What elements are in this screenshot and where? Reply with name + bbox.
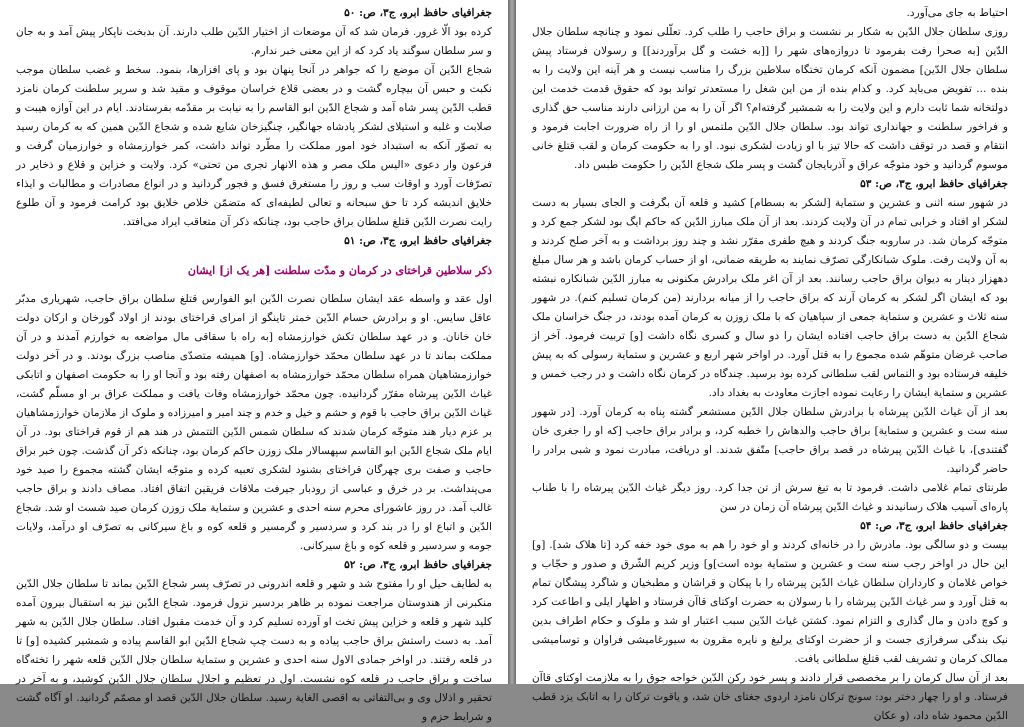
section-heading: ذکر سلاطین قراختای در کرمان و مدّت سلطنت [هر یک از] ایشان (187, 264, 492, 277)
right-page (516, 0, 1024, 722)
paragraph: اول عقد و واسطه عقد ایشان سلطان نصرت الدّین ابو الفوارس قتلغ سلطان براق حاجب، شهریاری مدبّر عاقل سایس. او و برادرش حسام الدّین خمتر تاینگو از امرای قراختای بودند از اولاد گورخان و ارکان دولت خان خانان. و در عهد سلطان تکش خوارزمشاه [به راه با سقاقی مال مواضعه به خوارزم آمدند و در آن مملکت بماند تا در عهد سلطان محمّد خوارزمشاه. [و] همیشه متصدّی مناصب بزرگ بودند. و در آخر دولت خوارزمشاهیان همراه سلطان محمّد خوارزمشاه به اصفهان رفته بود و آنجا او را به حکومت اصفهان و اتابکی غیاث الدّین پیرشاه مقرّر گردانیده. چون محمّد خوارزمشاه وفات یافت و مملکت عراق بر او مسلّم گشت، غیاث الدّین براق حاجب با قوم و حشم و خیل و خدم و چند امیر و امیرزاده و ملوک از ملازمان خوارزمشاهیان بر عزم دیار هند متوجّه کرمان شدند که سلطان شمس الدّین التتمش در هند هم از قوم قراختای بود. در آن ایام ملک شجاع الدّین ابو القاسم سپهسالار ملک زوزن حاکم کرمان بود، چنانکه ذکر آن گذشت. چون خبر براق حاجب و صفت بری چهرگان قراختای بشنود لشکری تعبیه کرده و متوجّه ایشان گشته مجموع را صید خود می‌پنداشت. بر در خرق و عباسی از رودبار جیرفت ملاقات فریقین اتفاق افتاد. مصاف دادند و براق حاجب غالب آمد. در روز عاشورای محرم سنه احدی و عشرین و ستمایة ملک زوزن کرمان صید شست او شد. شجاع الدّین و اتباع او را در بند کرد و سردسیر و گرمسیر و قلعه کوه و باغ سیرکانی به تصرّف او درآمد، ولایات جومه و سردسیر و قلعه کوه و باغ سیرکانی. (16, 293, 492, 552)
page-source-line: جغرافیای حافظ ابرو، ج۳، ص: ۵۲ (344, 559, 492, 571)
paragraph: بیست و دو سالگی بود. مادرش را در خانه‌ای کردند و او خود را هم به موی خود خفه کرد [تا هلاک شد]. [و] این حال در اواخر رجب سنه ست و عشرین و ستمایة بوده است]و] وزیر کریم الشّرق و صدور و حجّاب و خواص غلامان و کارداران سلطان غیاث الدّین پیرشاه را با پیکان و قراشان و مطبخیان و شاگرد پیشگان تمام به قتل آورد و سر غیاث الدّین پیرشاه را با رسولان به حضرت اوکتای قاآن فرستاد و اظهار ایلی و اطاعت کرد و کوچ دادن و مال گذاری و التزام نمود. کشتن غیاث الدّین سبب اعتبار او شد و ملوک و حکام اطراف بدین نیک بندگی سرفرازی جست و از حضرت اوکتای یرلیغ و نایره مقرون به سیورغامیشی فراوان و توسامیشی ممالک کرمان و تشریف لقب قتلغ سلطانی یافت. (532, 539, 1008, 665)
right-page-text (532, 4, 1008, 726)
page-source-line: جغرافیای حافظ ابرو، ج۳، ص: ۵۳ (860, 178, 1008, 190)
page-source-line: جغرافیای حافظ ابرو، ج۳، ص: ۵۰ (344, 7, 492, 19)
paragraph: روزی سلطان جلال الدّین به شکار بر نشست و براق حاجب را طلب کرد. تعلّلی نمود و چنانچه سلطان جلال الدّین [به صحرا رفت بفرمود تا دروازه‌های شهر را [[به خشت و گل برآوردند]] و رسولان فرستاد پیش سلطان جلال الدّین] مضمون آنکه کرمان تختگاه سلاطین بزرگ را مناسب نیست و هر آینه این ولایت را به بنده ... تفویض می‌باید کرد. و کدام بنده از من این شغل را مستعدتر تواند بود که حقوق قدمت خدمت این دولتخانه شما ثابت دارم و این ولایت را به شمشیر گرفته‌ام؟ اگر آن را به من ارزانی دارند مناسب حق گذاری و فراخور سلطنت و جهانداری تواند بود. سلطان جلال الدّین ملتمس او را از راه ضرورت اجابت فرمود و انتقام و قصد در توقف داشت که حالا تیز با او زیادت لشکری نبود. او را به حکومت کرمان و لقب قتلغ خانی موسوم گردانید و خود متوجّه عراق و آذربایجان گشت و پسر ملک شجاع الدّین را حکومت طبس داد. (532, 26, 1008, 171)
paragraph: طرنتای تمام غلامی داشت. فرمود تا به تیغ سرش از تن جدا کرد. روز دیگر غیاث الدّین پیرشاه را با طناب پاره‌ای آسیب هلاک رسانیدند و غیاث الدّین پیرشاه آن زمان در سن (532, 482, 1008, 513)
paragraph: احتیاط به جای می‌آورد. (906, 7, 1008, 19)
book-gutter (508, 0, 516, 684)
paragraph: بعد از آن سال کرمان را بر مخصصی قرار دادند و پسر خود رکن الدّین خواجه جوق را به ملازمت اوکتای قاآن فرستاد. و او را چهار دختر بود: سونج ترکان نامزد اردوی جغتای خان شد، و یاقوت ترکان را به اتابک یزد قطب الدّین محمود شاه داد، (و عکان (532, 672, 1008, 722)
paragraph: در شهور سنه اثنی و عشرین و ستمایة [لشکر به بسطام] کشید و قلعه آن بگرفت و الجای بسیار به دست لشکر او افتاد و خرابی تمام در آن ولایت کردند. بعد از آن ملک مبارز الدّین که حاکم ایگ بود لشکر جمع کرد و متوجّه کرمان شد. در ساروبه جنگ کردند و هیچ طفری مقرّر نشد و چند روز برداشت و به آخر صلح کردند و به آن ولایت رفت. ملوک شبانکارگی تصرّف نمایند به طریقه ضمانی، او از حساب کرمان باشد و هر سال مبلغ دههزار دینار به دیوان براق حاجب رسانند. بعد از آن اغر ملک برادرش مکنونی به مبارز الدّین شبانکاره نبشته بود که ایشان اگر لشکر به کرمان آرند که براق حاجب را از میانه بردارند (من کرمان تسلیم کنم). در شهور سنه ثلاث و عشرین و ستمایة جمعی از سپاهیان که با ملک زوزن به کرمان آمده بودند، در جنگ خراسان ملک شجاع الدّین به دست براق حاجب افتاده ایشان را دو سال و کسری نگاه داشت [و] تربیت فرمود. آخر از صاحب غرضان متوهّم شده مجموع را به قتل آورد. در اواخر شهر اربع و عشرین و ستمایة رسولی که به پیش خلیفه فرستاده بود و التماس لقب سلطانی کرده بود برسید. چندگاه در کرمان نگاه داشت و در رجب خمس و عشرین و ستمایة ایشان را رعایت نموده اجازت معاودت به بغداد داد. (532, 197, 1008, 399)
paragraph: کرده بود الّا غرور. فرمان شد که آن موضعات از اختیار الدّین طلب دارند. آن بدبخت ناپکار پیش آمد و به جان و سر سلطان سوگند یاد کرد که از این معنی خبر ندارم. (16, 26, 492, 57)
paragraph: به لطایف حیل او را مفتوح شد و شهر و قلعه اندرونی در تصرّف پسر شجاع الدّین بماند تا سلطان جلال الدّین منکبرنی از هندوستان مراجعت نموده بر ظاهر بردسیر نزول فرمود. شجاع الدّین نیز به استقبال بیرون آمده کلید شهر و قلعه و خزاین پیش تخت او آورده تسلیم کرد و آن خدمت مقبول افتاد. سلطان جلال الدّین به شهر آمد. به دست راستش براق حاجب پیاده و به دست چپ شجاع الدّین ابو القاسم پیاده و شمشیر کشیده [و] تا در قلعه رفتند. در اواخر جمادی الاول سنه احدی و عشرین و ستمایة سلطان جلال الدّین قلعه شهر را تخته‌گاه ساخت و براق حاجب در قلعه کوه نشست. اول در تعظیم و اجلال سلطان جلال الدّین کوشید، و به آخر در تحقیر و اذلال وی و بی‌التفاتی به اقصی الغایة رسید. سلطان جلال الدّین قصد او مصمّم گردانید. او آگاه گشت و شرایط حزم و (16, 578, 492, 723)
left-page-text (16, 4, 492, 727)
paragraph: بعد از آن غیاث الدّین پیرشاه با برادرش سلطان جلال الدّین مستشعر گشته پناه به کرمان آورد. [در شهور سنه ست و عشرین و ستمایة] براق حاجب والدهاش را خطبه کرد، و برادر براق حاجب [که او را جغری خان گفتندی]، با غیاث الدّین پیرشاه در قصد براق حاجب] متّفق شدند. او دریافت، مبادرت نمود و شبی برادر را حاضر گردانید. (532, 406, 1008, 475)
page-source-line: جغرافیای حافظ ابرو، ج۳، ص: ۵۱ (344, 235, 492, 247)
left-page (0, 0, 508, 723)
paragraph: شجاع الدّین آن موضع را که جواهر در آنجا پنهان بود و پای افزارها، بنمود. سخط و غضب سلطان موجب نکبت و حبس آن بیچاره گشت و در بعضی قلاع خراسان موقوف و مقید شد و سریر سلطنت کرمان نامزد قطب الدّین پسر شاه آمد و شجاع الدّین ابو القاسم را به نیابت بر مقدّمه بفرستادند. ایام در این آوازه هیبت و صلابت و غلبه و استیلای لشکر پادشاه جهانگیر، چنگیزخان شایع شده و شجاع الدّین همین که به کرمان رسید به تصوّر آنکه به استبداد خود امور مملکت را مطّرد تواند داشت، کمر خوارزمشاه و خوارزمیان گرفت و فرعون وار دعوی «الیس ملک مصر و هذه الانهار تجری من تحتی» کرد. ولایت و خزاین و قلاع و ذخایر در تصرّفات آورد و اوقات سب و روز را مستغرق فسق و فجور گردانید و در انواع مصادرات و مطالبات و ایذاء خلایق اندیشه کرد تا حق سبحانه و تعالی لطیفه‌ای که متضمّن خلاص خلایق بود کرامت فرمود و آن طلوع رایت نصرت الدّین قتلغ سلطان براق حاجب بود، چنانکه ذکر آن متعاقب ایراد می‌افتد. (16, 64, 492, 228)
page-source-line: جغرافیای حافظ ابرو، ج۳، ص: ۵۴ (860, 520, 1008, 532)
